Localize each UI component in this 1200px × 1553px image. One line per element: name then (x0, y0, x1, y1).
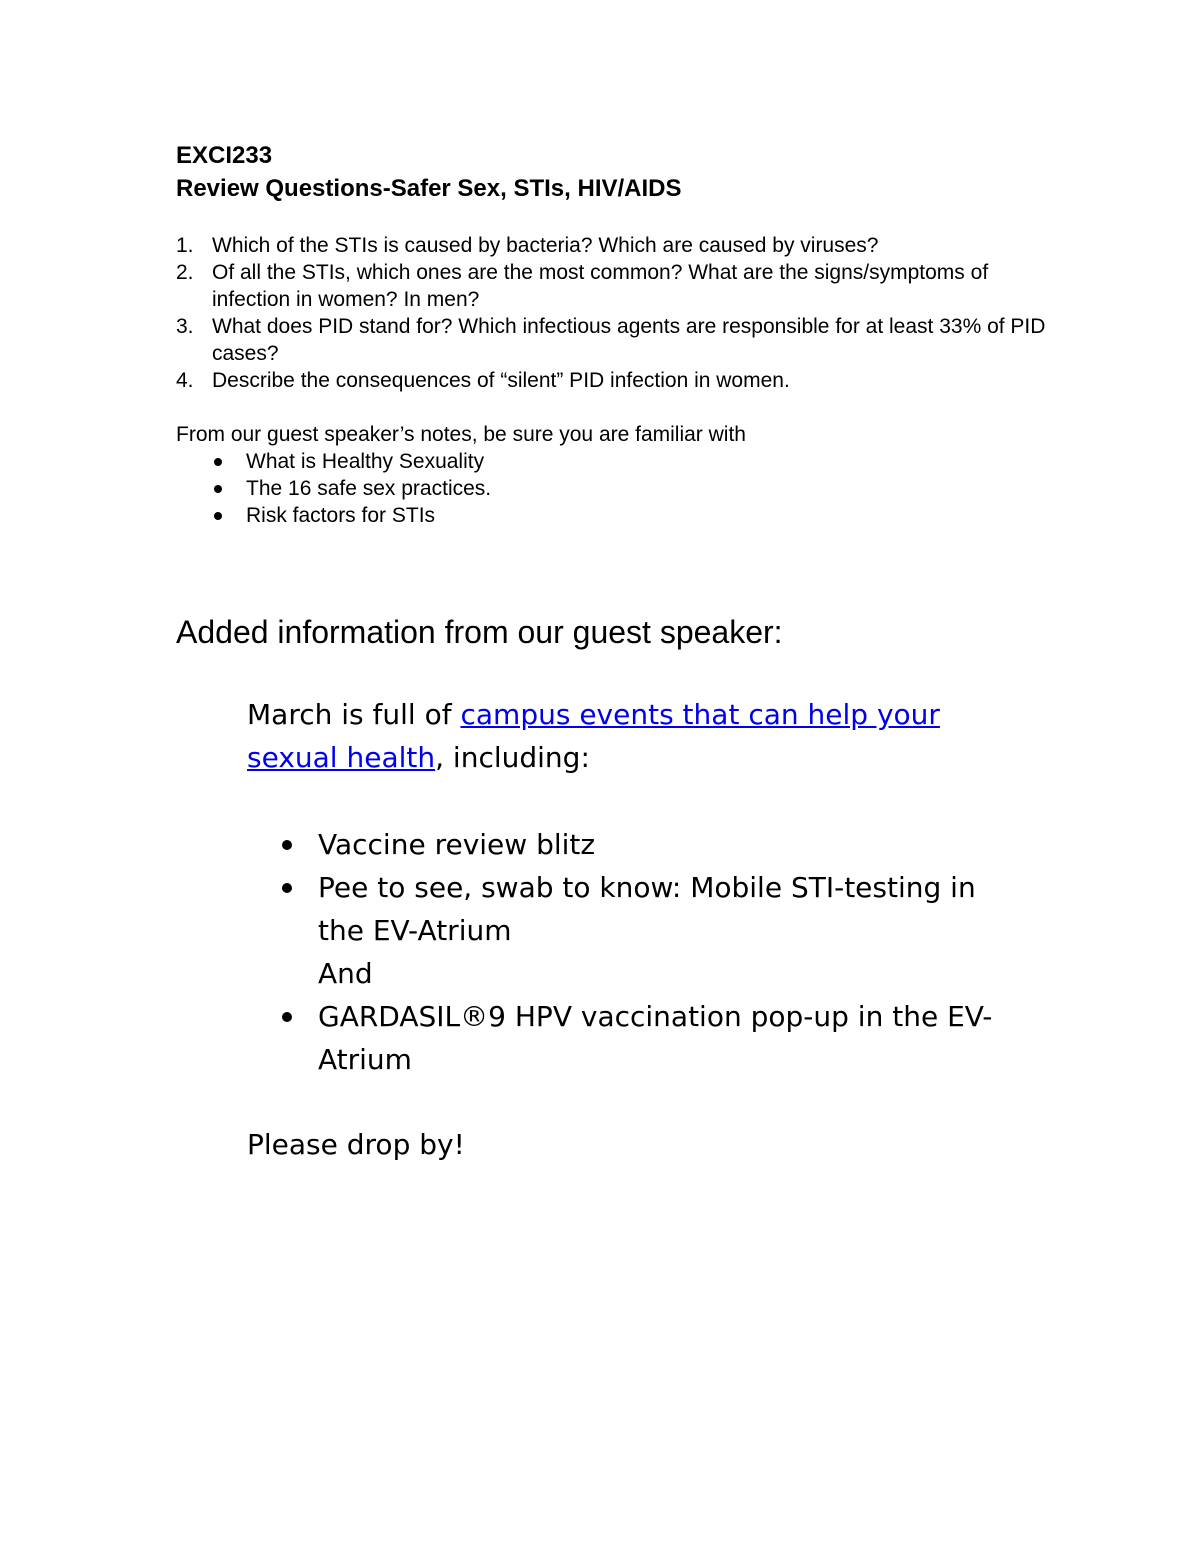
review-questions-list (176, 232, 1056, 394)
event-item (278, 866, 1008, 995)
bullet-icon (214, 458, 222, 466)
bullet-icon (214, 512, 222, 520)
event-item (278, 823, 1008, 866)
bullet-icon (282, 1012, 292, 1022)
list-item (211, 502, 491, 529)
question-text: Which of the STIs is caused by bacteria? Which are caused by viruses? (212, 234, 879, 257)
event-text: Pee to see, swab to know: Mobile STI-testing in the EV-Atrium (318, 871, 976, 947)
speaker-notes-intro: From our guest speaker’s notes, be sure you are familiar with (176, 423, 746, 446)
list-item (211, 475, 491, 502)
list-item-text: Risk factors for STIs (246, 504, 436, 527)
campus-events-link[interactable]: campus events that can help your sexual health (247, 698, 940, 774)
list-item-text: The 16 safe sex practices. (246, 477, 492, 500)
march-suffix: , including: (435, 741, 590, 774)
question-item (176, 313, 1056, 367)
bullet-icon (282, 883, 292, 893)
closing-text: Please drop by! (247, 1128, 465, 1161)
question-item (176, 367, 1056, 394)
question-item (176, 259, 1056, 313)
march-prefix: March is full of (247, 698, 461, 731)
speaker-notes-list (211, 448, 491, 529)
bullet-icon (282, 840, 292, 850)
question-number: 4. (176, 369, 194, 392)
question-text: What does PID stand for? Which infectious agents are responsible for at least 33% of PID cases? (212, 315, 1046, 365)
event-text: GARDASIL®9 HPV vaccination pop-up in the EV-Atrium (318, 1000, 993, 1076)
list-item-text: What is Healthy Sexuality (246, 450, 485, 473)
event-text: Vaccine review blitz (318, 828, 596, 861)
document-title: Review Questions-Safer Sex, STIs, HIV/AIDS (176, 175, 682, 202)
added-info-heading: Added information from our guest speaker: (176, 614, 783, 650)
course-code: EXCI233 (176, 142, 273, 169)
events-list (278, 823, 1008, 1081)
question-text: Describe the consequences of “silent” PID infection in women. (212, 369, 790, 392)
list-item (211, 448, 491, 475)
and-text: And (318, 957, 373, 990)
event-item (278, 995, 1008, 1081)
march-paragraph (247, 693, 987, 779)
question-item (176, 232, 1056, 259)
bullet-icon (214, 485, 222, 493)
question-text: Of all the STIs, which ones are the most common? What are the signs/symptoms of infection in women? In men? (212, 261, 989, 311)
question-number: 3. (176, 315, 194, 338)
question-number: 2. (176, 261, 194, 284)
question-number: 1. (176, 234, 194, 257)
